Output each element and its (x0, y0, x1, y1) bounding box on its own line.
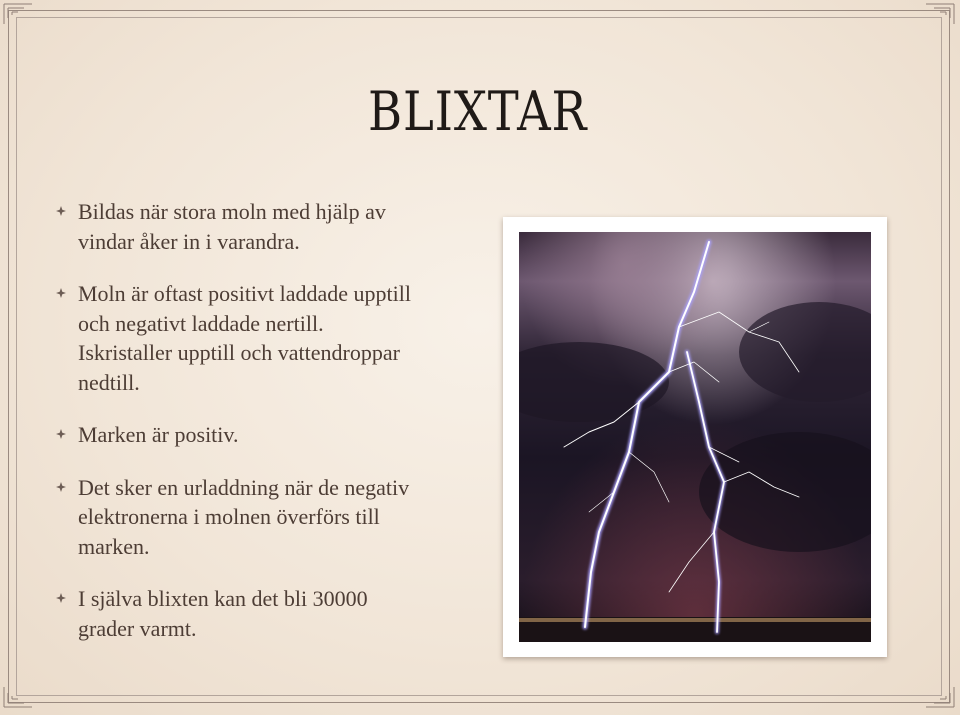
bullet-item (54, 279, 474, 397)
corner-ornament-icon (924, 2, 956, 26)
corner-ornament-icon (2, 685, 34, 709)
bullet-text: Bildas när stora moln med hjälp av vindar åker in i varandra. (78, 199, 386, 254)
bullet-text: Marken är positiv. (78, 422, 239, 447)
bullet-item (54, 420, 474, 450)
bullet-text: Moln är oftast positivt laddade upptill och negativt laddade nertill. Iskristaller upptill och vattendroppar nedtill. (78, 281, 412, 395)
lightning-storm-image (519, 232, 871, 642)
corner-ornament-icon (924, 685, 956, 709)
bullet-text: Det sker en urladdning när de negativ elektronerna i molnen överförs till marken. (78, 474, 410, 559)
slide-title: BLIXTAR (368, 80, 588, 143)
lightning-photo (519, 232, 871, 642)
diamond-bullet-icon (56, 429, 66, 439)
diamond-bullet-icon (56, 482, 66, 492)
bullet-item (54, 473, 474, 562)
corner-ornament-icon (2, 2, 34, 26)
photo-frame (503, 217, 887, 657)
bullet-item (54, 197, 474, 256)
bullet-item (54, 584, 474, 643)
bullet-list (54, 197, 474, 666)
diamond-bullet-icon (56, 288, 66, 298)
bullet-text: I själva blixten kan det bli 30000 grader varmt. (78, 586, 368, 641)
diamond-bullet-icon (56, 593, 66, 603)
diamond-bullet-icon (56, 206, 66, 216)
